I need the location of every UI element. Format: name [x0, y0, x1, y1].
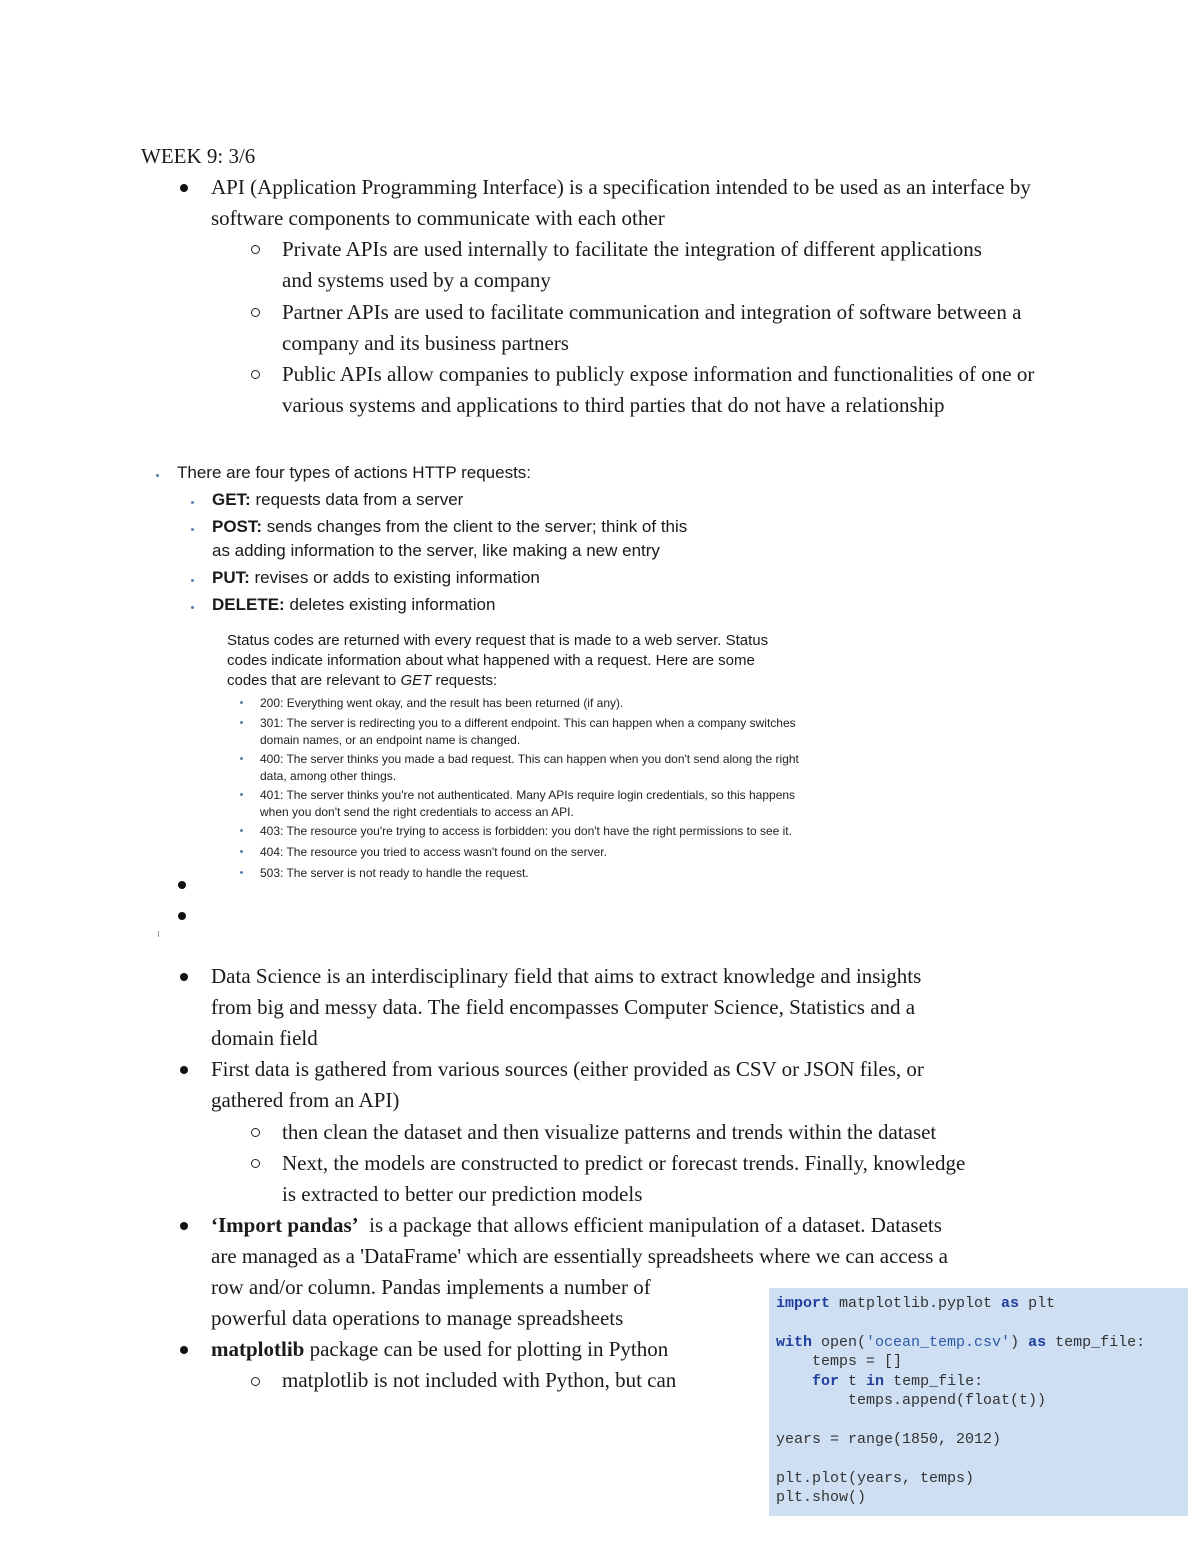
- status-intro-1: Status codes are returned with every request that is made to a web server. Status: [227, 632, 769, 649]
- partner-apis-text: Partner APIs are used to facilitate communication and integration of software between a company and its business partners: [282, 300, 1022, 355]
- pandas-line-3: row and/or column. Pandas implements a number of: [211, 1275, 651, 1299]
- bullet-dot: [240, 757, 243, 760]
- code-line-7: plt.plot(years, temps): [776, 1470, 975, 1487]
- bullet-dot: [191, 606, 194, 609]
- code-line-3: temps = []: [776, 1353, 903, 1370]
- status-code-401-cont: when you don't send the right credentials to access an API.: [260, 805, 574, 819]
- bullet-dot: [156, 474, 159, 477]
- matplotlib-line: matplotlib package can be used for plotting in Python: [211, 1337, 669, 1361]
- code-line-1: import matplotlib.pyplot as plt: [776, 1295, 1056, 1312]
- bullet-dot: [240, 829, 243, 832]
- private-apis-text: Private APIs are used internally to facilitate the integration of different applications and systems used by a company: [282, 237, 982, 292]
- ds-line-1: Data Science is an interdisciplinary field that aims to extract knowledge and insights: [211, 964, 922, 988]
- http-delete: DELETE: deletes existing information: [212, 595, 496, 614]
- bullet-ring: [251, 245, 260, 254]
- http-post-cont: as adding information to the server, like making a new entry: [212, 541, 660, 560]
- status-code-503: 503: The server is not ready to handle the request.: [260, 866, 529, 880]
- http-get: GET: requests data from a server: [212, 490, 464, 509]
- matplotlib-sub: matplotlib is not included with Python, but can: [282, 1368, 677, 1392]
- bullet-ring: [251, 308, 260, 317]
- http-intro: There are four types of actions HTTP requests:: [177, 463, 532, 482]
- code-snippet: [769, 1288, 1188, 1516]
- bullet-ring: [251, 370, 260, 379]
- bullet-dot: [240, 871, 243, 874]
- bullet-disc: [180, 973, 188, 981]
- status-code-200: 200: Everything went okay, and the result has been returned (if any).: [260, 696, 624, 710]
- code-line-8: plt.show(): [776, 1489, 867, 1506]
- code-line-5: temps.append(float(t)): [776, 1392, 1047, 1409]
- clean-line: then clean the dataset and then visualize patterns and trends within the dataset: [282, 1120, 937, 1144]
- first-line-2: gathered from an API): [211, 1088, 400, 1112]
- bullet-disc: [180, 1346, 188, 1354]
- http-post: POST: sends changes from the client to the server; think of this: [212, 517, 688, 536]
- bullet-dot: [240, 701, 243, 704]
- models-line-1: Next, the models are constructed to predict or forecast trends. Finally, knowledge: [282, 1151, 966, 1175]
- bullet-disc: [180, 184, 188, 192]
- code-line-2: with open('ocean_temp.csv') as temp_file:: [776, 1334, 1146, 1351]
- status-code-404: 404: The resource you tried to access wasn't found on the server.: [260, 845, 607, 859]
- bullet-dot: [191, 579, 194, 582]
- http-put: PUT: revises or adds to existing information: [212, 568, 540, 587]
- pandas-line-4: powerful data operations to manage spreadsheets: [211, 1306, 624, 1330]
- bullet-disc-empty: [178, 881, 186, 889]
- ds-line-2: from big and messy data. The field encompasses Computer Science, Statistics and a: [211, 995, 916, 1019]
- page-heading: WEEK 9: 3/6: [141, 144, 256, 168]
- status-code-400: 400: The server thinks you made a bad request. This can happen when you don't send along the right: [260, 752, 799, 766]
- status-code-301-cont: domain names, or an endpoint name is changed.: [260, 733, 521, 747]
- api-definition: API (Application Programming Interface) is a specification intended to be used as an interface by software components to communicate with each other: [211, 175, 1031, 230]
- bullet-dot: [240, 793, 243, 796]
- pandas-line-1: ‘Import pandas’ is a package that allows efficient manipulation of a dataset. Datasets: [211, 1213, 942, 1237]
- bullet-dot: [240, 850, 243, 853]
- status-code-403: 403: The resource you're trying to access is forbidden: you don't have the right permissions to see it.: [260, 824, 792, 838]
- bullet-ring: [251, 1128, 260, 1137]
- status-code-301: 301: The server is redirecting you to a different endpoint. This can happen when a company switches: [260, 716, 796, 730]
- pandas-line-2: are managed as a 'DataFrame' which are essentially spreadsheets where we can access a: [211, 1244, 948, 1268]
- status-code-401: 401: The server thinks you're not authenticated. Many APIs require login credentials, so this happens: [260, 788, 796, 802]
- code-line-6: years = range(1850, 2012): [776, 1431, 1002, 1448]
- status-intro-2: codes indicate information about what happened with a request. Here are some: [227, 652, 755, 669]
- bullet-ring: [251, 1377, 260, 1386]
- first-line-1: First data is gathered from various sources (either provided as CSV or JSON files, or: [211, 1057, 924, 1081]
- ds-line-3: domain field: [211, 1026, 318, 1050]
- stray-mark: [158, 931, 159, 937]
- bullet-ring: [251, 1159, 260, 1168]
- public-apis-text: Public APIs allow companies to publicly expose information and functionalities of one or various systems and applications to third parties that do not have a relationship: [282, 362, 1035, 417]
- status-intro-3: codes that are relevant to GET requests:: [227, 672, 498, 689]
- bullet-disc-empty: [178, 912, 186, 920]
- bullet-disc: [180, 1066, 188, 1074]
- status-code-400-cont: data, among other things.: [260, 769, 397, 783]
- code-line-4: for t in temp_file:: [812, 1373, 984, 1390]
- bullet-dot: [191, 501, 194, 504]
- bullet-dot: [191, 528, 194, 531]
- models-line-2: is extracted to better our prediction models: [282, 1182, 643, 1206]
- bullet-disc: [180, 1222, 188, 1230]
- bullet-dot: [240, 721, 243, 724]
